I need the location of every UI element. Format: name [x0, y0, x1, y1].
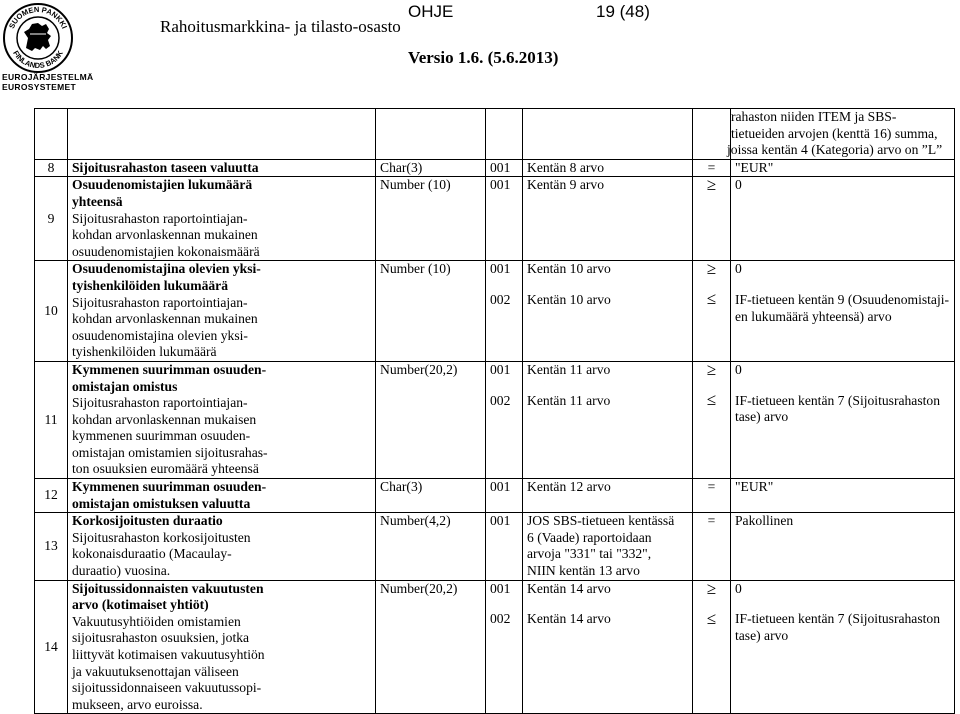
rule-operator: ≥: [706, 359, 717, 379]
field-description: ton osuuksien euromäärä yhteensä: [72, 461, 259, 477]
field-description: duraatio) vuosina.: [72, 563, 171, 579]
field-type: Number(4,2): [376, 513, 486, 580]
rule-fields: [523, 261, 693, 362]
eu-line1: EUROJÄRJESTELMÄ: [2, 72, 94, 82]
version-label: Versio 1.6. (5.6.2013): [408, 48, 559, 67]
row-number: 10: [35, 261, 68, 362]
field-title: omistajan omistus: [72, 378, 178, 394]
field-title: Osuudenomistajina olevien yksi-: [72, 261, 261, 277]
field-description: tyishenkilöiden lukumäärä: [72, 344, 217, 360]
rule-code: 001: [486, 513, 523, 580]
row-number: 8: [35, 159, 68, 177]
continuation-note: [727, 109, 955, 160]
rule-values: [731, 580, 955, 714]
field-type: Char(3): [376, 479, 486, 513]
field-description: Sijoitusrahaston raportointiajan-: [72, 294, 248, 310]
rule-field: Kentän 11 arvo: [527, 361, 611, 377]
note-line: joissa kentän 4 (Kategoria) arvo on ”L”: [727, 142, 943, 158]
rule-value: 0: [735, 261, 742, 277]
rule-fields: [523, 361, 693, 478]
rule-field: Kentän 9 arvo: [523, 177, 693, 261]
table-row: [35, 177, 955, 261]
rule-field: 6 (Vaade) raportoidaan: [527, 529, 652, 545]
row-number: 9: [35, 177, 68, 261]
rule-codes: [486, 361, 523, 478]
field-title: Osuudenomistajien lukumäärä: [72, 177, 253, 193]
field-name: [68, 479, 376, 513]
field-description: Sijoitusrahaston raportointiajan-: [72, 210, 248, 226]
field-title: Sijoitusrahaston taseen valuutta: [72, 159, 259, 175]
rule-operator: =: [693, 513, 731, 580]
rule-code: 001: [490, 261, 511, 277]
row-number: 13: [35, 513, 68, 580]
field-description: kymmenen suurimman osuuden-: [72, 428, 251, 444]
field-title: yhteensä: [72, 193, 123, 209]
table-row: [35, 580, 955, 714]
row-number: 14: [35, 580, 68, 714]
rule-field: Kentän 11 arvo: [527, 392, 611, 408]
rule-operators: [693, 261, 731, 362]
rule-values: [731, 261, 955, 362]
rule-value: 0: [735, 361, 742, 377]
table-row: [35, 479, 955, 513]
doc-title: OHJE: [408, 2, 454, 21]
rule-value: "EUR": [731, 479, 955, 513]
rule-field: arvoja "331" tai "332",: [527, 546, 652, 562]
rule-operator: ≤: [706, 608, 717, 628]
rule-value: tase) arvo: [735, 627, 789, 643]
rule-field: JOS SBS-tietueen kentässä: [527, 513, 675, 529]
rule-operator: ≥: [706, 259, 717, 279]
rule-operator: =: [693, 159, 731, 177]
field-title: omistajan omistuksen valuutta: [72, 495, 251, 511]
field-description: kohdan arvonlaskennan mukainen: [72, 311, 258, 327]
table-row: [35, 261, 955, 362]
field-title: Kymmenen suurimman osuuden-: [72, 361, 267, 377]
rule-code: 002: [490, 392, 511, 408]
rule-codes: [486, 580, 523, 714]
rule-value: 0: [731, 177, 955, 261]
field-type: Char(3): [376, 159, 486, 177]
field-description: sijoitusrahaston osuuksien, jotka: [72, 630, 250, 646]
field-name: [68, 361, 376, 478]
rule-value: en lukumäärä yhteensä) arvo: [735, 308, 892, 324]
note-line: rahaston niiden ITEM ja SBS-: [731, 109, 897, 124]
field-name: [68, 261, 376, 362]
rule-operator: ≥: [706, 578, 717, 598]
rule-operators: [693, 580, 731, 714]
rule-value: tase) arvo: [735, 409, 789, 425]
logo-text-top: SUOMEN PANKKI: [7, 4, 69, 31]
rule-operator: =: [693, 479, 731, 513]
rule-code: 001: [486, 159, 523, 177]
bank-seal-icon: [2, 2, 74, 74]
table-row: [35, 109, 955, 160]
rule-codes: [486, 261, 523, 362]
rule-values: [731, 361, 955, 478]
field-description: osuudenomistajina olevien yksi-: [72, 327, 248, 343]
field-title: Korkosijoitusten duraatio: [72, 513, 223, 529]
field-description: mukseen, arvo euroissa.: [72, 696, 203, 712]
field-title: arvo (kotimaiset yhtiöt): [72, 597, 209, 613]
rule-field: Kentän 10 arvo: [527, 291, 611, 307]
field-type: Number(20,2): [376, 580, 486, 714]
field-name: [68, 513, 376, 580]
field-description: kohdan arvonlaskennan mukainen: [72, 227, 258, 243]
field-name: [68, 159, 376, 177]
eu-line2: EUROSYSTEMET: [2, 82, 76, 92]
rule-field: Kentän 12 arvo: [523, 479, 693, 513]
field-title: Kymmenen suurimman osuuden-: [72, 479, 267, 495]
field-name: [68, 580, 376, 714]
field-description: Sijoitusrahaston korkosijoitusten: [72, 529, 251, 545]
logo-text-bottom: FINLANDS BANK: [11, 48, 65, 71]
rule-condition: [523, 513, 693, 580]
field-description: sijoitussidonnaiseen vakuutussopi-: [72, 680, 262, 696]
note-line: tietueiden arvojen (kenttä 16) summa,: [731, 125, 938, 141]
field-description: omistajan omistamien sijoitusrahas-: [72, 444, 268, 460]
rule-fields: [523, 580, 693, 714]
rule-code: 002: [490, 291, 511, 307]
department-name: Rahoitusmarkkina- ja tilasto-osasto: [160, 17, 401, 36]
rule-value: IF-tietueen kentän 7 (Sijoitusrahaston: [735, 611, 940, 627]
field-description: liittyvät kotimaisen vakuutusyhtiön: [72, 647, 265, 662]
rule-code: 001: [486, 479, 523, 513]
field-description: Vakuutusyhtiöiden omistamien: [72, 613, 241, 629]
row-number: 11: [35, 361, 68, 478]
table-row: [35, 159, 955, 177]
rule-value: IF-tietueen kentän 9 (Osuudenomistaji-: [735, 291, 950, 307]
page-number: 19 (48): [596, 2, 650, 21]
validation-rules-table: [34, 108, 955, 714]
rule-code: 002: [490, 611, 511, 627]
field-description: kohdan arvonlaskennan mukaisen: [72, 411, 257, 427]
rule-code: 001: [490, 580, 511, 596]
rule-operator: ≤: [706, 389, 717, 409]
rule-field: Kentän 10 arvo: [527, 261, 611, 277]
table-row: [35, 361, 955, 478]
field-type: Number (10): [376, 261, 486, 362]
table-row: [35, 513, 955, 580]
field-name: [68, 177, 376, 261]
field-description: osuudenomistajien kokonaismäärä: [72, 243, 260, 259]
rule-field: Kentän 14 arvo: [527, 611, 611, 627]
field-title: Sijoitussidonnaisten vakuutusten: [72, 580, 264, 596]
rule-operator: ≥: [693, 177, 731, 261]
rule-value: Pakollinen: [731, 513, 955, 580]
rule-field: Kentän 14 arvo: [527, 580, 611, 596]
rule-operator: ≤: [706, 289, 717, 309]
eurosystem-label: [2, 72, 93, 92]
rule-value: IF-tietueen kentän 7 (Sijoitusrahaston: [735, 392, 940, 408]
rule-operators: [693, 361, 731, 478]
field-description: Sijoitusrahaston raportointiajan-: [72, 395, 248, 411]
rule-field: NIIN kentän 13 arvo: [527, 563, 640, 579]
field-description: ja vakuutuksenottajan väliseen: [72, 663, 239, 679]
field-type: Number(20,2): [376, 361, 486, 478]
field-description: kokonaisduraatio (Macaulay-: [72, 546, 232, 562]
rule-value: "EUR": [731, 159, 955, 177]
field-type: Number (10): [376, 177, 486, 261]
row-number: 12: [35, 479, 68, 513]
rule-code: 001: [486, 177, 523, 261]
rule-field: Kentän 8 arvo: [523, 159, 693, 177]
rule-code: 001: [490, 361, 511, 377]
field-title: tyishenkilöiden lukumäärä: [72, 277, 228, 293]
rule-value: 0: [735, 580, 742, 596]
